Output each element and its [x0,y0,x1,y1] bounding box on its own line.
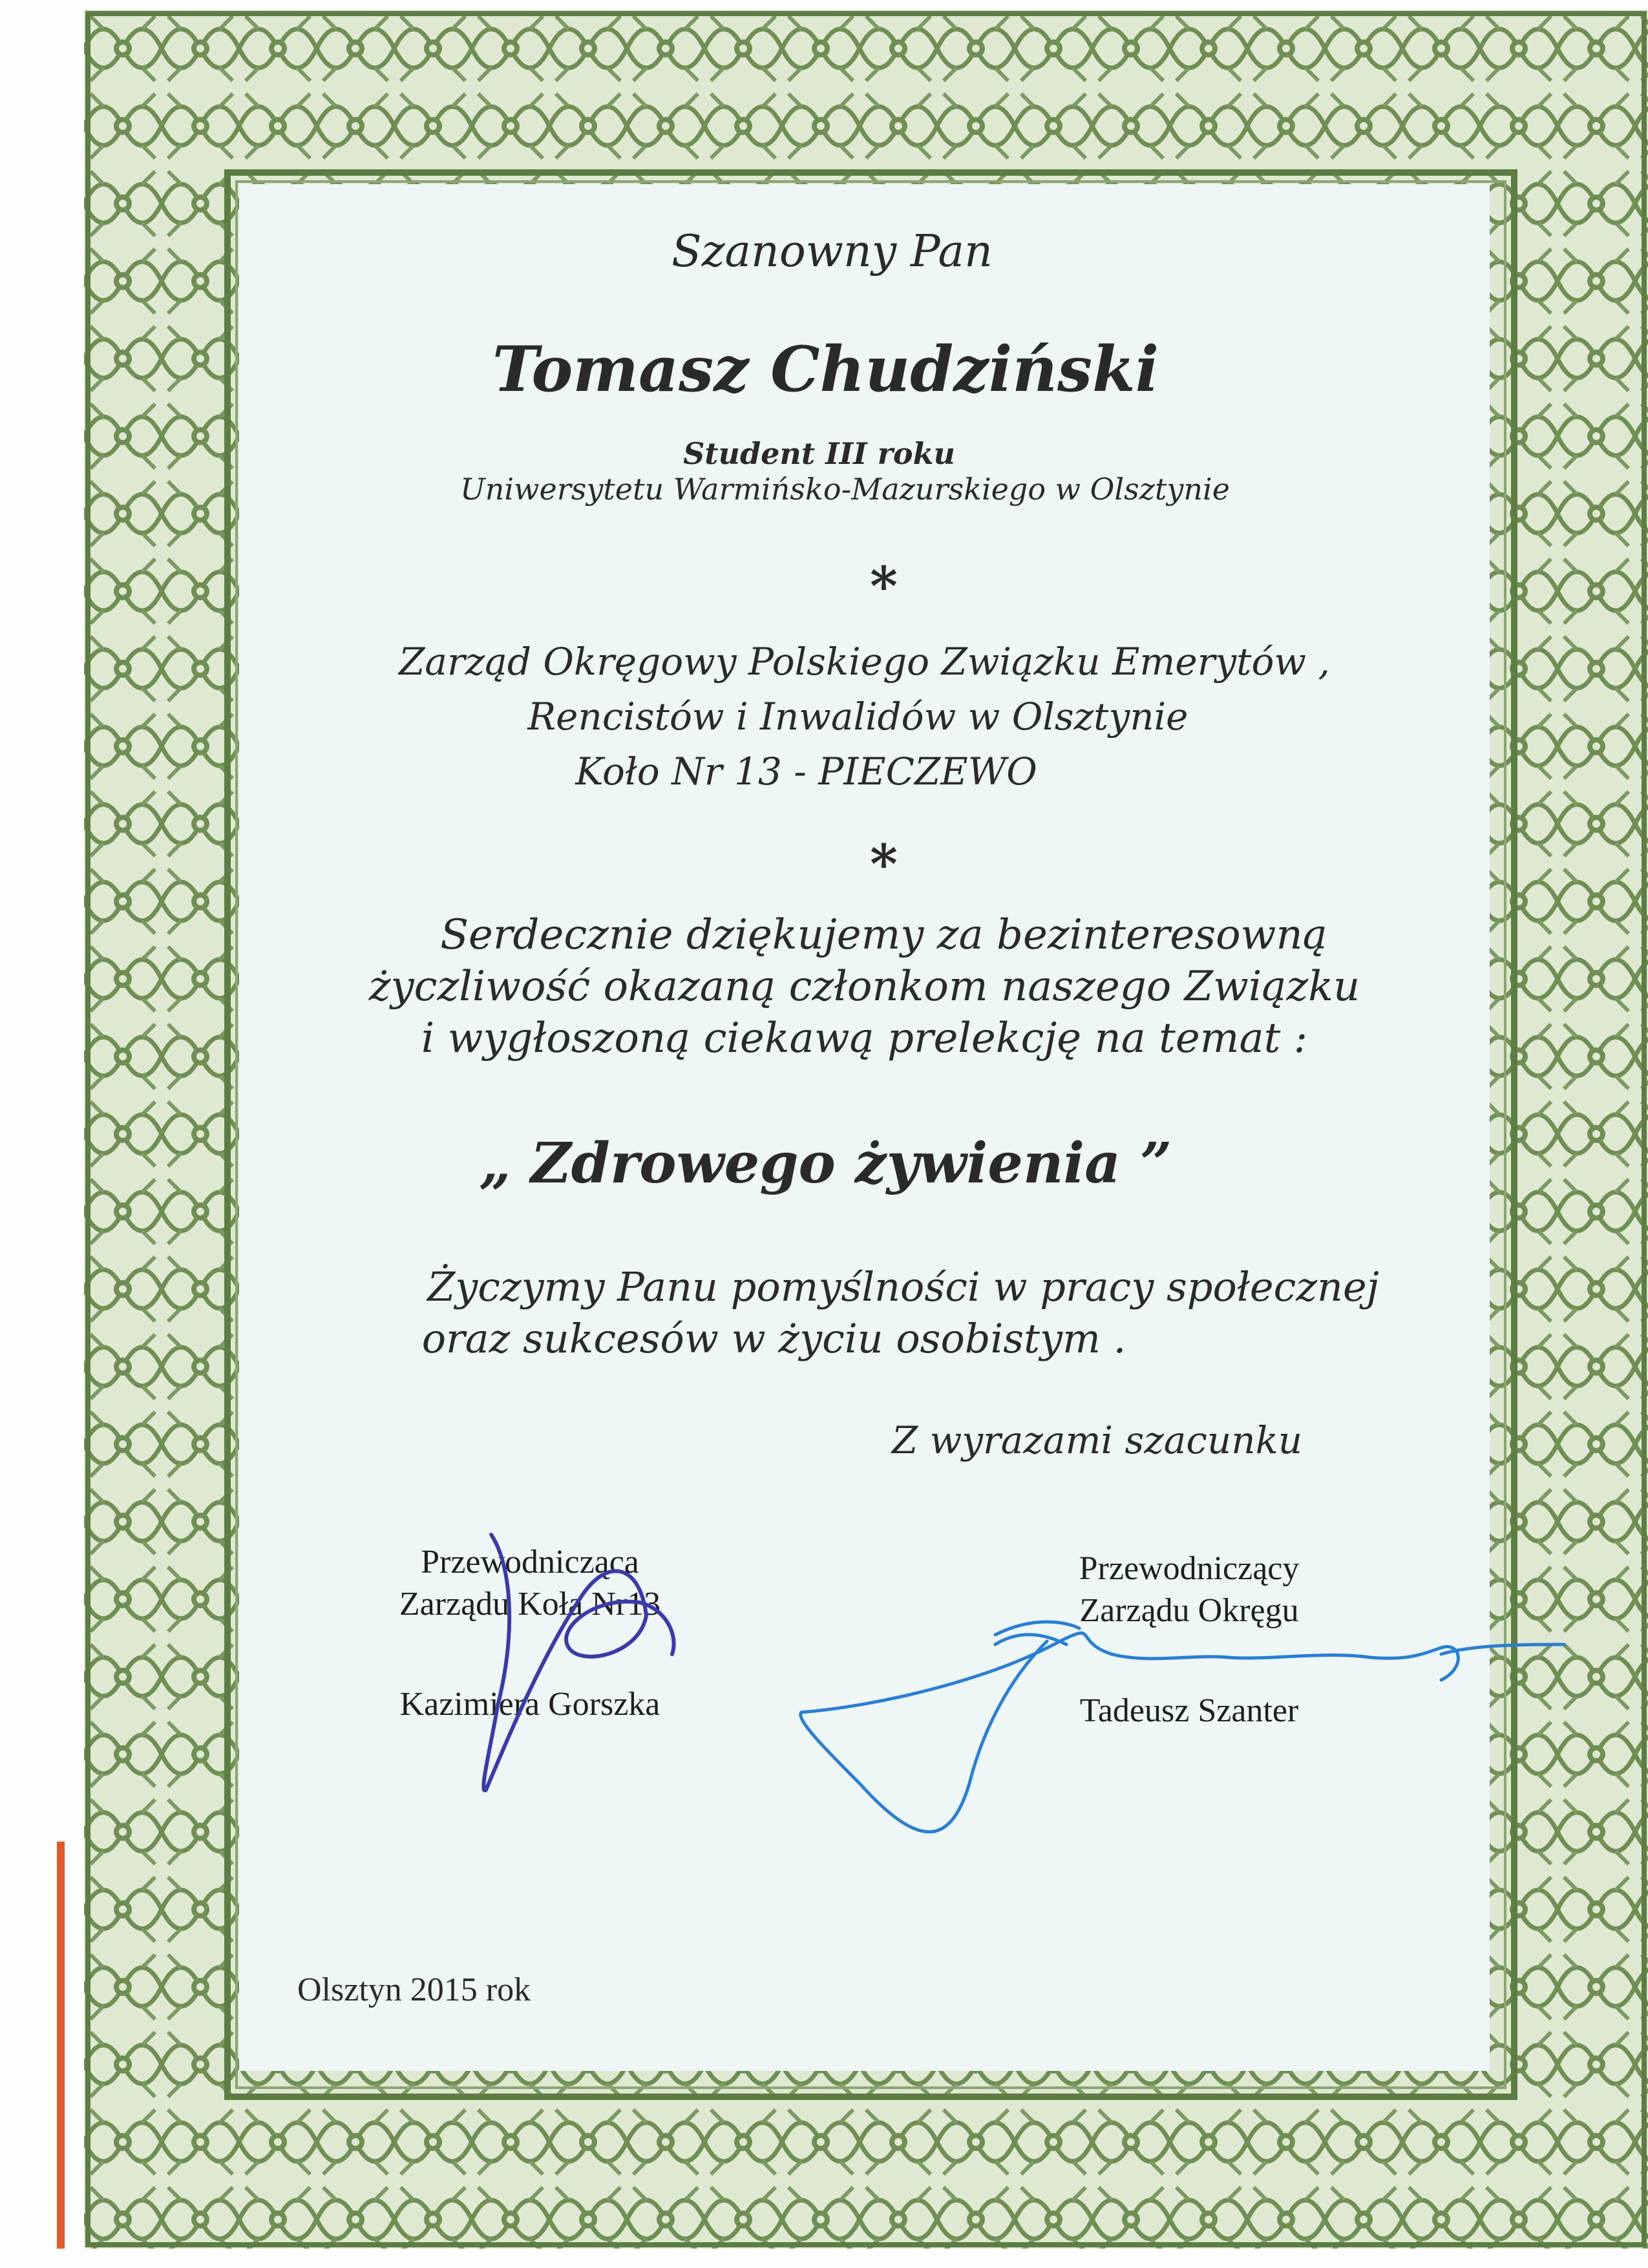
organization-line-3: Koło Nr 13 - PIECZEWO [575,750,1037,793]
closing-regards: Z wyrazami szacunku [891,1418,1303,1462]
signatory-right-name: Tadeusz Szanter [1079,1692,1299,1729]
signatory-right [982,1548,1396,1732]
recipient-name: Tomasz Chudziński [492,333,1159,406]
organization-line-1: Zarząd Okręgowy Polskiego Związku Emerytów , [399,640,1330,684]
thanks-line-2: życzliwość okazaną członkom naszego Związku [368,963,1360,1011]
greeting: Szanowny Pan [671,226,993,277]
thanks-line-3: i wygłoszoną ciekawą prelekcję na temat : [421,1014,1308,1062]
thanks-line-1: Serdecznie dziękujemy za bezinteresowną [440,911,1327,959]
separator-star: * [870,834,898,896]
signatory-right-title-1: Przewodniczący [1079,1550,1300,1587]
signatory-right-title-2: Zarządu Okręgu [1079,1592,1299,1629]
separator-star: * [870,556,898,618]
wishes-line-1: Życzymy Panu pomyślności w pracy społecznej [427,1263,1379,1310]
wishes-line-2: oraz sukcesów w życiu osobistym . [421,1315,1126,1362]
signatory-left-title-1: Przewodnicząca [421,1544,639,1580]
place-and-date: Olsztyn 2015 rok [297,1971,531,2008]
recipient-university: Uniwersytetu Warmińsko-Mazurskiego w Olsztynie [460,472,1230,507]
recipient-status: Student III roku [683,436,955,471]
signatory-left-title-2: Zarządu Koła Nr13 [399,1586,661,1622]
signatory-left-name: Kazimiera Gorszka [399,1686,660,1723]
organization-line-2: Rencistów i Inwalidów w Olsztynie [527,695,1188,739]
lecture-topic: „ Zdrowego żywienia ” [479,1131,1172,1196]
scan-edge-mark [57,1842,65,2249]
certificate-panel [239,184,1490,2071]
signatory-left [336,1541,724,1725]
